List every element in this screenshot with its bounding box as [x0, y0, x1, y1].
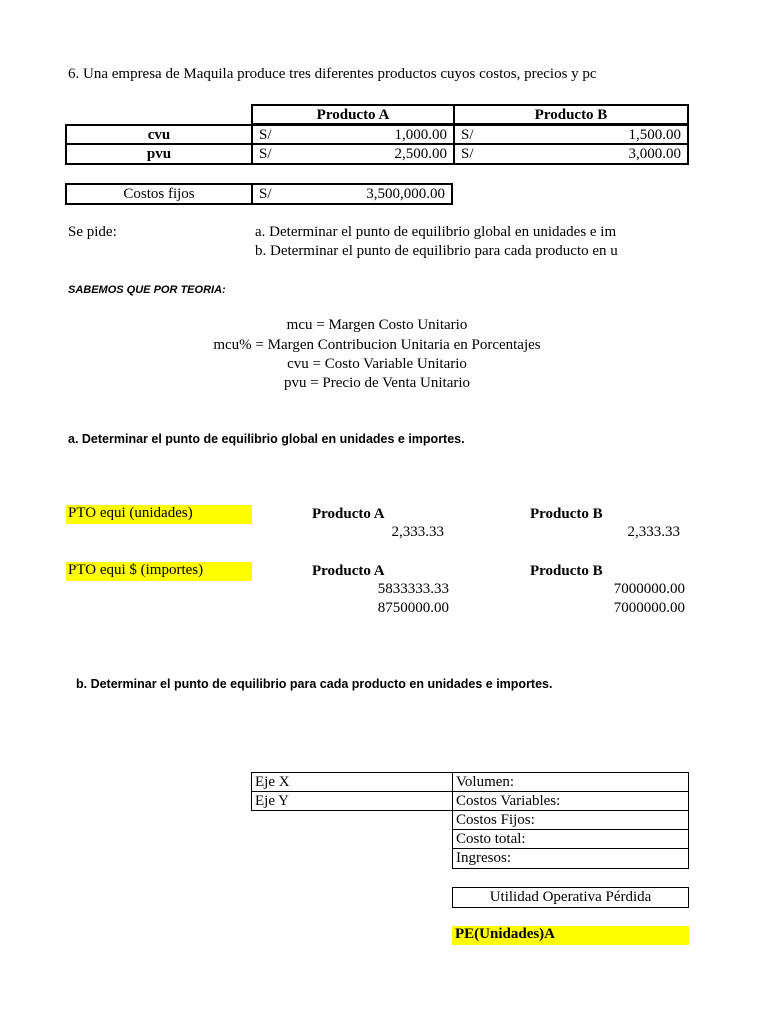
- eje-x-cell: Eje X: [251, 772, 453, 792]
- costos-fijos-cell: Costos Fijos:: [452, 810, 689, 830]
- pe-unidades-a-cell: PE(Unidades)A: [452, 926, 689, 945]
- pto-units-label: PTO equi (unidades): [66, 505, 252, 524]
- pto-units-col-b: Producto B: [530, 506, 603, 522]
- header-producto-a: Producto A: [251, 104, 455, 125]
- row-label-pvu: pvu: [65, 143, 253, 165]
- pto-import-b2: 7000000.00: [613, 600, 685, 616]
- pto-import-b1: 7000000.00: [613, 581, 685, 597]
- pvu-b-cell: [453, 143, 689, 165]
- se-pide-item-b: b. Determinar el punto de equilibrio para cada producto en u: [255, 243, 618, 259]
- row-label-cvu: cvu: [65, 124, 253, 145]
- section-b-heading: b. Determinar el punto de equilibrio para cada producto en unidades e importes.: [76, 677, 553, 691]
- definition-cvu: cvu = Costo Variable Unitario: [287, 356, 467, 372]
- definition-mcu-percent: mcu% = Margen Contribucion Unitaria en Porcentajes: [213, 337, 541, 353]
- cvu-b-value: 1,500.00: [628, 127, 681, 143]
- currency-symbol: S/: [259, 127, 272, 143]
- fixed-costs-cell: [251, 183, 453, 205]
- cvu-a-cell: [251, 124, 455, 145]
- pto-import-a2: 8750000.00: [377, 600, 449, 616]
- se-pide-item-a: a. Determinar el punto de equilibrio global en unidades e im: [255, 224, 617, 240]
- header-producto-b: Producto B: [453, 104, 689, 125]
- pto-import-label: PTO equi $ (importes): [66, 562, 252, 581]
- section-a-heading: a. Determinar el punto de equilibrio global en unidades e importes.: [68, 432, 465, 446]
- pto-import-col-a: Producto A: [312, 563, 385, 579]
- teoria-heading: SABEMOS QUE POR TEORIA:: [68, 284, 226, 296]
- costos-variables-cell: Costos Variables:: [452, 791, 689, 811]
- pto-units-value-a: 2,333.33: [391, 524, 444, 540]
- definition-mcu: mcu = Margen Costo Unitario: [286, 317, 468, 333]
- costo-total-cell: Costo total:: [452, 829, 689, 849]
- pto-import-col-b: Producto B: [530, 563, 603, 579]
- pvu-a-value: 2,500.00: [394, 146, 447, 162]
- currency-symbol: S/: [461, 127, 474, 143]
- se-pide-label: Se pide:: [68, 224, 117, 240]
- currency-symbol: S/: [259, 186, 272, 202]
- utilidad-operativa-cell: Utilidad Operativa Pérdida: [452, 887, 689, 908]
- volumen-cell: Volumen:: [452, 772, 689, 792]
- currency-symbol: S/: [259, 146, 272, 162]
- definition-pvu: pvu = Precio de Venta Unitario: [283, 375, 471, 391]
- pvu-b-value: 3,000.00: [628, 146, 681, 162]
- currency-symbol: S/: [461, 146, 474, 162]
- eje-y-cell: Eje Y: [251, 791, 453, 811]
- fixed-costs-label: Costos fijos: [65, 183, 253, 205]
- pto-units-col-a: Producto A: [312, 506, 385, 522]
- fixed-costs-value: 3,500,000.00: [366, 186, 445, 202]
- pvu-a-cell: [251, 143, 455, 165]
- pto-import-a1: 5833333.33: [377, 581, 449, 597]
- ingresos-cell: Ingresos:: [452, 848, 689, 869]
- cvu-b-cell: [453, 124, 689, 145]
- cvu-a-value: 1,000.00: [394, 127, 447, 143]
- problem-statement: 6. Una empresa de Maquila produce tres diferentes productos cuyos costos, precios y pc: [68, 66, 597, 82]
- pto-units-value-b: 2,333.33: [627, 524, 680, 540]
